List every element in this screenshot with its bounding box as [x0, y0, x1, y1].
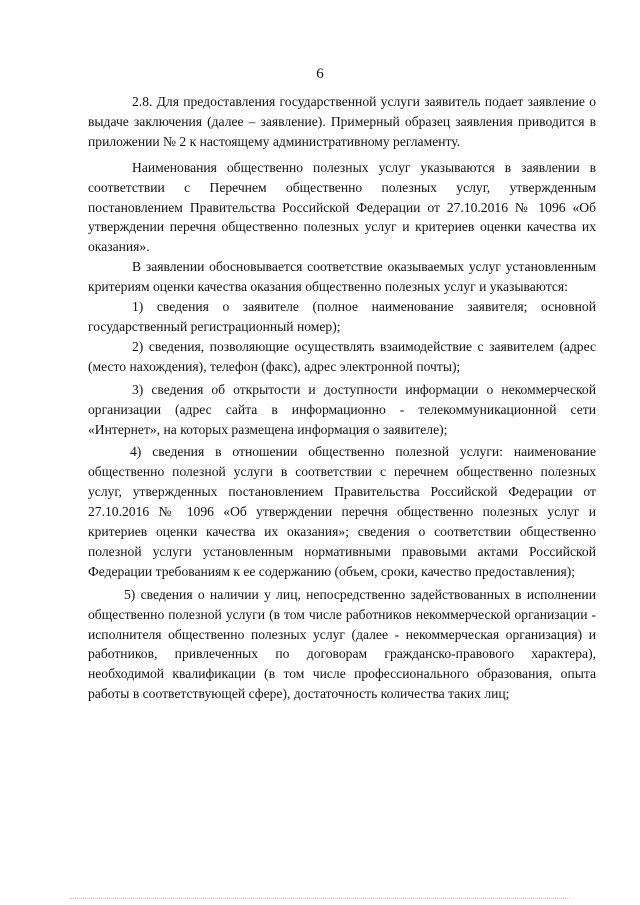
- list-item-openness-info: 3) сведения об открытости и доступности информации о некоммерческой организации (адрес сайта в информационно - телекоммуникационной сети «Интернет», на которых размещена информация о заявителе);: [88, 381, 596, 437]
- list-item-contact-info: 2) сведения, позволяющие осуществлять взаимодействие с заявителем (адрес (место нахождения), телефон (факс), адрес электронной почты);: [88, 338, 596, 374]
- paragraph-service-names: Наименования общественно полезных услуг указываются в заявлении в соответствии с Перечнем общественно полезных услуг, утвержденным постановлением Правительства Российской Федерации от 27.10.2016 № 1096 «Об утверждении перечня общественно полезных услуг и критериев оценки качества их оказания».: [88, 159, 596, 255]
- list-item-applicant-info: 1) сведения о заявителе (полное наименование заявителя; основной государственный регистрационный номер);: [88, 299, 596, 334]
- document-body: [88, 92, 596, 704]
- paragraph-justification: В заявлении обосновывается соответствие оказываемых услуг установленным критериям оценки качества оказания общественно полезных услуг и указываются:: [88, 259, 596, 295]
- list-item-personnel-info: 5) сведения о наличии у лиц, непосредственно задействованных в исполнении общественно полезной услуги (в том числе работников некоммерческой организации - исполнителя общественно полезных услуг (далее - некоммерческая организация) и работников, привлеченных по договорам гражданско-правового характера), необходимой квалификации (в том числе профессионального образования, опыта работы в соответствующей сфере), достаточность количества таких лиц;: [88, 586, 596, 702]
- list-item-service-info: 4) сведения в отношении общественно полезной услуги: наименование общественно полезной услуги в соответствии с перечнем общественно полезных услуг, утвержденных постановлением Правительства Российской Федерации от 27.10.2016 № 1096 «Об утверждении перечня общественно полезных услуг и критериев оценки качества их оказания»; сведения о соответствии общественно полезной услуги установленным нормативными правовыми актами Российской Федерации требованиям к ее содержанию (объем, сроки, качество предоставления);: [88, 444, 596, 579]
- scan-edge-marks: [70, 898, 570, 901]
- page-number: 6: [316, 66, 324, 82]
- paragraph-2-8: 2.8. Для предоставления государственной услуги заявитель подает заявление о выдаче заключения (далее – заявление). Примерный образец заявления приводится в приложении № 2 к настоящему административному регламенту.: [88, 94, 596, 149]
